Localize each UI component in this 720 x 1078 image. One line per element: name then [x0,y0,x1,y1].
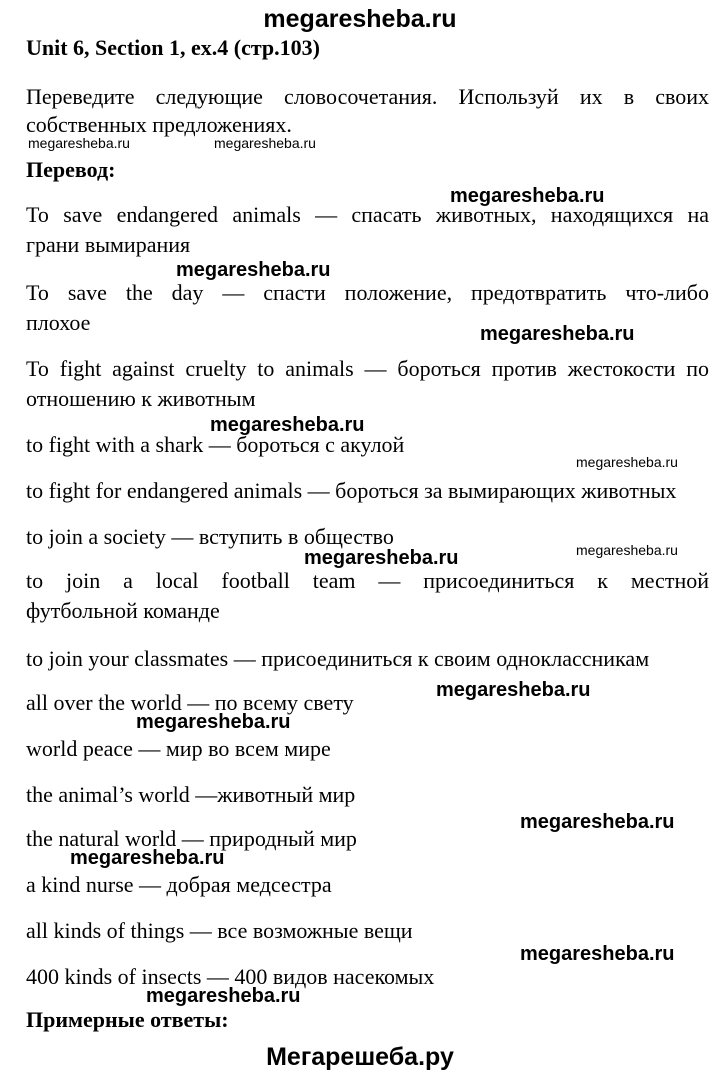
site-header: megaresheba.ru [263,5,457,33]
entry-line: all over the world — по всему свету [26,690,354,715]
watermark: megaresheba.ru [520,811,675,833]
entry-line: to fight with a shark — бороться с акулой [26,432,405,457]
entry-line: плохое [26,310,91,335]
translation-heading: Перевод: [26,157,116,182]
entry-line: To save the day — спасти положение, предотвратить что-либо [26,280,709,305]
entry-line: грани вымирания [26,232,191,257]
watermark: megaresheba.ru [146,985,301,1007]
watermark: megaresheba.ru [70,847,225,869]
site-footer: Мегарешеба.ру [266,1043,454,1071]
entry-line: To save endangered animals — спасать животных, находящихся на [26,202,709,227]
instruction-line-2: собственных предложениях. [26,112,292,137]
entry-line: отношению к животным [26,386,256,411]
watermark: megaresheba.ru [480,323,635,345]
watermark: megaresheba.ru [210,414,365,436]
watermark: megaresheba.ru [520,943,675,965]
answers-heading: Примерные ответы: [26,1007,229,1032]
watermark: megaresheba.ru [576,542,678,558]
instruction-line-1: Переведите следующие словосочетания. Используй их в своих [26,84,709,109]
page-title: Unit 6, Section 1, ex.4 (стр.103) [26,35,320,60]
entry-line: To fight against cruelty to animals — бороться против жестокости по [26,356,709,381]
watermark: megaresheba.ru [304,547,459,569]
entry-line: a kind nurse — добрая медсестра [26,872,332,897]
watermark: megaresheba.ru [450,185,605,207]
watermark: megaresheba.ru [214,135,316,151]
watermark: megaresheba.ru [576,454,678,470]
entry-line: world peace — мир во всем мире [26,736,331,761]
entry-line: 400 kinds of insects — 400 видов насекомых [26,964,435,989]
entry-line: the animal’s world —животный мир [26,782,356,807]
entry-line: to fight for endangered animals — бороться за вымирающих животных [26,478,677,503]
entry-line: to join a local football team — присоединиться к местной [26,568,709,593]
entry-line: футбольной команде [26,598,220,623]
entry-line: to join your classmates — присоединиться к своим одноклассникам [26,646,650,671]
entry-line: to join a society — вступить в общество [26,524,394,549]
entry-line: all kinds of things — все возможные вещи [26,918,413,943]
watermark: megaresheba.ru [28,135,130,151]
entry-line: the natural world — природный мир [26,826,357,851]
watermark: megaresheba.ru [136,711,291,733]
watermark: megaresheba.ru [176,259,331,281]
watermark: megaresheba.ru [436,679,591,701]
